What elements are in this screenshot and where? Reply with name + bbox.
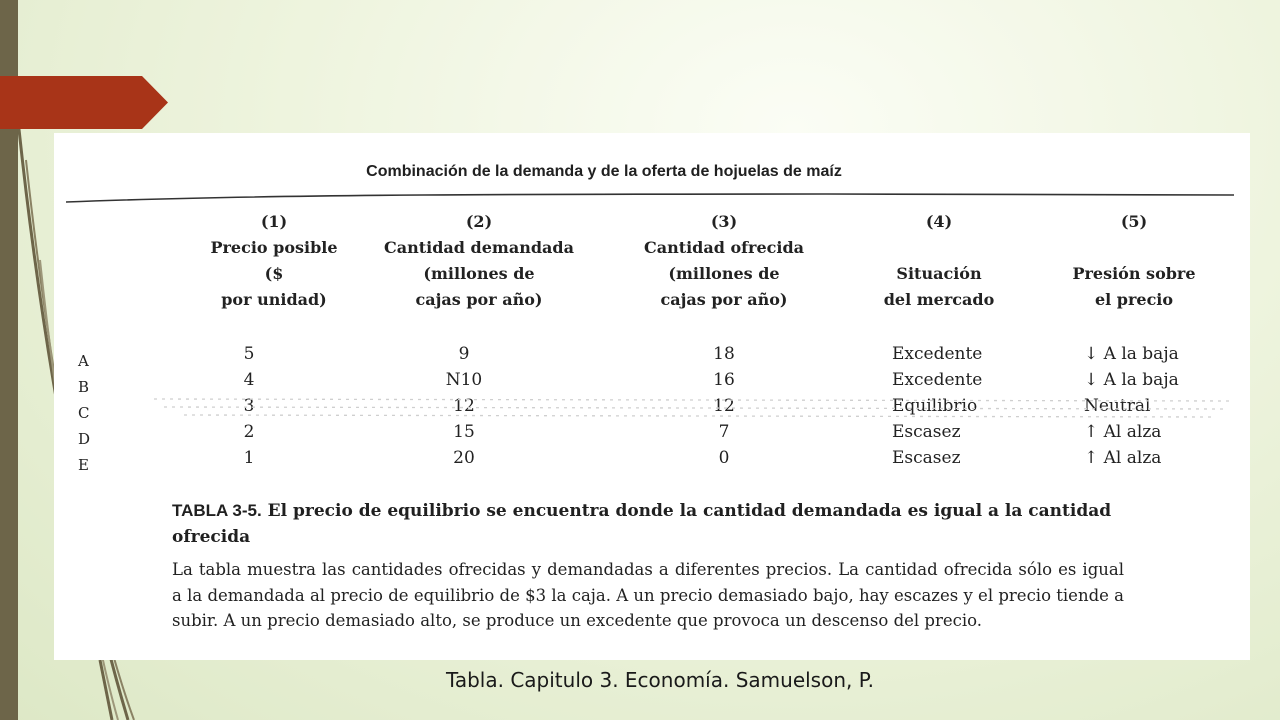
price-cell: 4 (243, 370, 255, 390)
table-title: Combinación de la demanda y de la oferta de hojuelas de maíz (366, 163, 842, 180)
situation-cell: Excedente (892, 370, 983, 390)
demand-cell: N10 (445, 370, 483, 390)
price-cell: 1 (243, 448, 255, 468)
scanned-table-image (54, 133, 1250, 660)
pressure-cell: ↓ A la baja (1084, 370, 1179, 390)
situation-cell: Escasez (892, 448, 961, 468)
situation-cell: Escasez (892, 422, 961, 442)
column-header-1: (1) Precio posible ($ por unidad) (210, 212, 338, 309)
slide-caption: Tabla. Capitulo 3. Economía. Samuelson, P. (445, 668, 875, 692)
column-header-3: (3) Cantidad ofrecida (millones de cajas por año) (643, 212, 805, 309)
supply-cell: 18 (713, 344, 735, 364)
supply-cell: 7 (718, 422, 730, 442)
accent-arrow-tab (0, 76, 168, 129)
title-rule (66, 190, 1234, 204)
supply-cell: 12 (713, 396, 735, 416)
row-label: B (78, 378, 90, 396)
pressure-cell: ↓ A la baja (1084, 344, 1179, 364)
column-header-4: (4) Situación del mercado (883, 212, 995, 309)
column-header-2: (2) Cantidad demandada (millones de cajas por año) (384, 212, 574, 309)
demand-cell: 20 (453, 448, 475, 468)
column-header-5: (5) Presión sobre el precio (1072, 212, 1196, 309)
supply-cell: 0 (718, 448, 730, 468)
situation-cell: Equilibrio (892, 396, 978, 416)
price-cell: 5 (243, 344, 255, 364)
pressure-cell: Neutral (1084, 396, 1151, 416)
price-cell: 2 (243, 422, 255, 442)
row-label: E (78, 456, 89, 474)
pressure-cell: ↑ Al alza (1084, 422, 1162, 442)
demand-cell: 12 (453, 396, 475, 416)
caption-body: La tabla muestra las cantidades ofrecidas y demandadas a diferentes precios. La cantidad ofrecida sólo es igual a la demandada al precio de equilibrio de $3 la caja. A un precio demasiado bajo, hay escazes y el precio tiende a subir. A un precio demasiado alto, se produce un excedente que provoca un descenso del precio. (172, 560, 1124, 630)
row-label: C (78, 404, 90, 422)
price-cell: 3 (243, 396, 255, 416)
demand-cell: 15 (453, 422, 475, 442)
demand-cell: 9 (458, 344, 470, 364)
situation-cell: Excedente (892, 344, 983, 364)
row-label: A (78, 352, 89, 370)
pressure-cell: ↑ Al alza (1084, 448, 1162, 468)
supply-cell: 16 (713, 370, 735, 390)
row-label: D (78, 430, 91, 448)
caption-title: TABLA 3-5. El precio de equilibrio se encuentra donde la cantidad demandada es igual a la cantidad ofrecida (172, 501, 1112, 547)
scan-noise-overlay (154, 391, 1234, 427)
